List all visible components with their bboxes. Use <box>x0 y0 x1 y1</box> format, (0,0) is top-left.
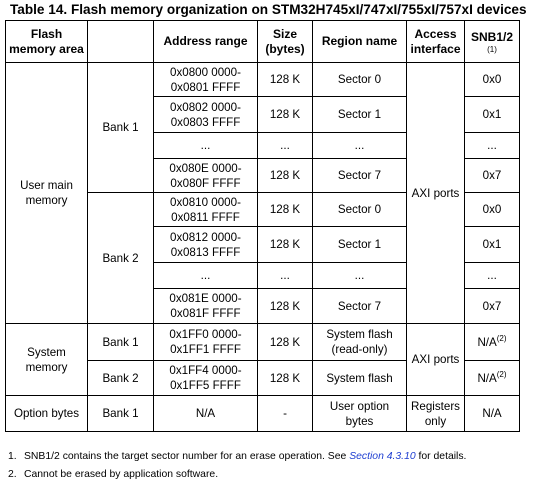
flash-organization-table <box>5 20 520 432</box>
region-cell: Sector 7 <box>313 159 407 193</box>
bank1-label: Bank 1 <box>88 63 154 193</box>
snb-cell: 0x7 <box>465 289 520 324</box>
snb-cell: N/A <box>465 396 520 432</box>
address-cell: 0x1FF0 0000- 0x1FF1 FFFF <box>154 324 258 361</box>
access-axi-ports-system: AXI ports <box>407 324 465 396</box>
size-cell: 128 K <box>258 289 313 324</box>
size-cell: ... <box>258 263 313 289</box>
bank2-label: Bank 2 <box>88 193 154 324</box>
address-cell: ... <box>154 263 258 289</box>
region-cell: System flash (read-only) <box>313 324 407 361</box>
region-cell: Sector 0 <box>313 193 407 227</box>
snb-cell: ... <box>465 263 520 289</box>
region-cell: Sector 1 <box>313 97 407 133</box>
footnote-1: 1. SNB1/2 contains the target sector number for an erase operation. See Section 4.3.10 for details. <box>8 451 467 462</box>
size-cell: 128 K <box>258 361 313 396</box>
size-cell: 128 K <box>258 227 313 263</box>
header-size <box>258 21 313 63</box>
bank-cell: Bank 1 <box>88 324 154 361</box>
snb-cell: $N/A^{(2)}$ <box>465 361 520 396</box>
footnotes <box>8 448 538 484</box>
header-flash-memory-area: Flash memory area <box>6 21 88 63</box>
table-row <box>6 324 520 361</box>
size-cell: - <box>258 396 313 432</box>
snb-cell: 0x1 <box>465 97 520 133</box>
header-snb-footnote: (1) <box>487 44 497 54</box>
access-axi-ports: AXI ports <box>407 63 465 324</box>
region-cell: Sector 7 <box>313 289 407 324</box>
address-cell: 0x0800 0000- 0x0801 FFFF <box>154 63 258 97</box>
address-cell: 0x0810 0000- 0x0811 FFFF <box>154 193 258 227</box>
region-cell: Sector 1 <box>313 227 407 263</box>
size-cell: 128 K <box>258 193 313 227</box>
header-address-range: Address range <box>154 21 258 63</box>
bank-cell: Bank 2 <box>88 361 154 396</box>
footnote-2: 2. Cannot be erased by application software. <box>8 469 219 480</box>
header-size-l1: Size <box>272 26 297 41</box>
table-row <box>6 396 520 432</box>
header-size-l2: (bytes) <box>265 41 305 56</box>
snb-cell: 0x7 <box>465 159 520 193</box>
snb-cell: ... <box>465 133 520 159</box>
header-access-interface <box>407 21 465 63</box>
address-cell: N/A <box>154 396 258 432</box>
snb-cell: 0x1 <box>465 227 520 263</box>
size-cell: 128 K <box>258 63 313 97</box>
snb-cell: 0x0 <box>465 63 520 97</box>
footnote-ref: (2) <box>496 333 507 343</box>
bank-cell: Bank 1 <box>88 396 154 432</box>
table-row <box>6 63 520 97</box>
header-snb <box>465 21 520 63</box>
header-region-name: Region name <box>313 21 407 63</box>
region-cell: ... <box>313 133 407 159</box>
size-cell: 128 K <box>258 97 313 133</box>
header-row <box>6 21 520 63</box>
address-cell: 0x080E 0000- 0x080F FFFF <box>154 159 258 193</box>
address-cell: 0x0802 0000- 0x0803 FFFF <box>154 97 258 133</box>
address-cell: ... <box>154 133 258 159</box>
region-cell: ... <box>313 263 407 289</box>
footnote-ref: (2) <box>496 369 507 379</box>
snb-cell: 0x0 <box>465 193 520 227</box>
header-access-l1: Access <box>414 26 457 41</box>
section-link[interactable]: Section 4.3.10 <box>349 451 416 462</box>
snb-cell: $N/A^{(2)}$ <box>465 324 520 361</box>
region-cell: User option bytes <box>313 396 407 432</box>
area-system-memory: System memory <box>6 324 88 396</box>
area-user-main-memory: User main memory <box>6 63 88 324</box>
address-cell: 0x1FF4 0000- 0x1FF5 FFFF <box>154 361 258 396</box>
address-cell: 0x0812 0000- 0x0813 FFFF <box>154 227 258 263</box>
area-option-bytes: Option bytes <box>6 396 88 432</box>
header-snb-label: SNB1/2 <box>470 29 514 44</box>
region-cell: Sector 0 <box>313 63 407 97</box>
size-cell: 128 K <box>258 159 313 193</box>
table-caption: Table 14. Flash memory organization on STM32H745xI/747xI/755xI/757xI devices <box>10 2 527 17</box>
header-bank <box>88 21 154 63</box>
size-cell: 128 K <box>258 324 313 361</box>
region-cell: System flash <box>313 361 407 396</box>
address-cell: 0x081E 0000- 0x081F FFFF <box>154 289 258 324</box>
header-access-l2: interface <box>410 41 461 56</box>
access-registers-only: Registers only <box>407 396 465 432</box>
size-cell: ... <box>258 133 313 159</box>
